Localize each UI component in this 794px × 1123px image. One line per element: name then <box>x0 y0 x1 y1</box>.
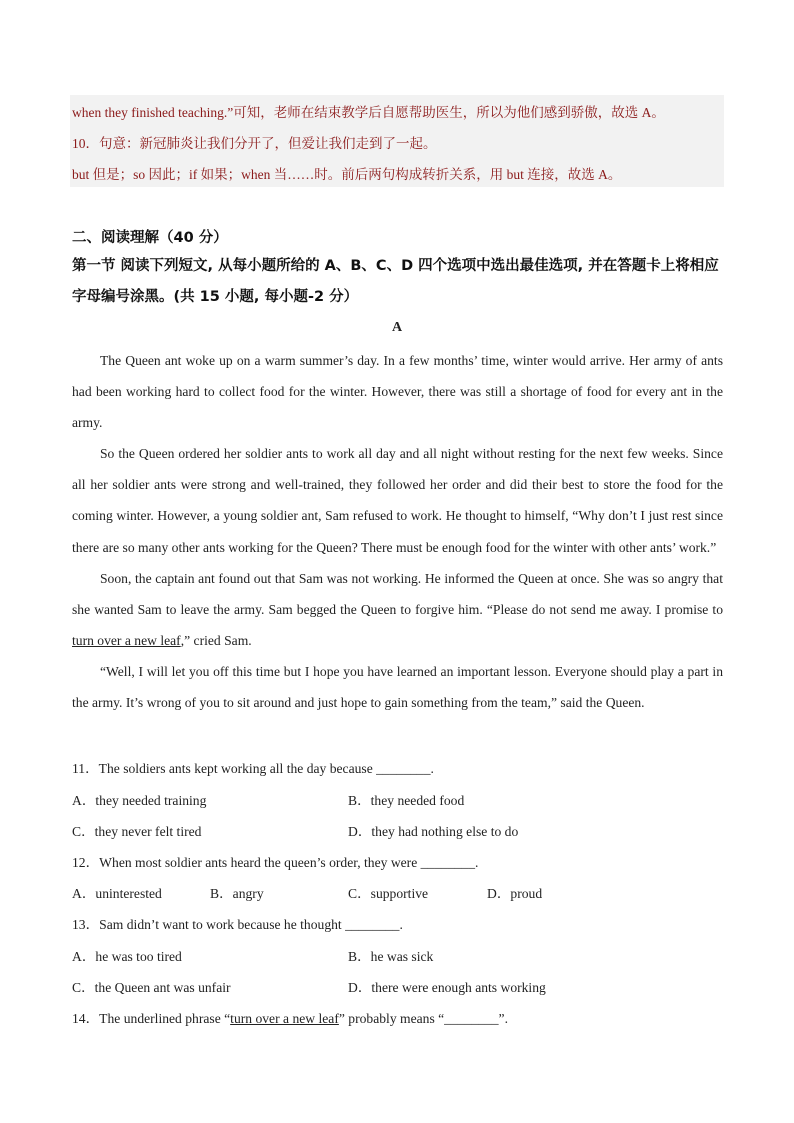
q14-stem-end: ” probably means “________”. <box>338 1011 508 1026</box>
q12-option-b: B．angry <box>210 886 264 901</box>
question-12: 12．When most soldier ants heard the queen’s order, they were ________. <box>72 855 479 870</box>
q11-option-a: A．they needed training <box>72 793 207 808</box>
q13-option-d: D．there were enough ants working <box>348 980 546 995</box>
passage-paragraph-4: “Well, I will let you off this time but I hope you have learned an important lesson. Everyone should play a part in the army. It’s wrong of you to sit around and just hope to gain something from the team,” said the Queen. <box>72 663 723 711</box>
section-instructions: 第一节 阅读下列短文, 从每小题所给的 A、B、C、D 四个选项中选出最佳选项, 并在答题卡上将相应字母编号涂黑。(共 15 小题, 每小题-2 分） <box>72 258 719 305</box>
paragraph-3-end: ,” cried Sam. <box>180 632 252 648</box>
q13-option-a: A．he was too tired <box>72 949 182 964</box>
reading-passage <box>72 345 723 718</box>
passage-paragraph-1: The Queen ant woke up on a warm summer’s day. In a few months’ time, winter would arrive. Her army of ants had been working hard to collect food for the winter. However, there was still a shortage of food for every ant in the army. <box>72 353 723 431</box>
q12-option-a: A．uninterested <box>72 886 162 901</box>
paragraph-3-text: Soon, the captain ant found out that Sam was not working. He informed the Queen at once. She was so angry that she wanted Sam to leave the army. Sam begged the Queen to forgive him. “Please do not send me away. I promise to <box>72 570 723 617</box>
underlined-phrase: turn over a new leaf <box>72 632 181 648</box>
section-title: 二、阅读理解（40 分） <box>72 230 228 246</box>
question-11: 11．The soldiers ants kept working all the day because ________. <box>72 761 434 776</box>
passage-paragraph-2: So the Queen ordered her soldier ants to work all day and all night without resting for the next few weeks. Since all her soldier ants were strong and well-trained, they followed her order and did their best to store the food for the coming winter. However, a young soldier ant, Sam refused to work. He thought to himself, “Why don’t I just rest since there are so many other ants working for the Queen? There must be enough food for the winter with other ants’ work.” <box>72 446 723 555</box>
q11-option-b: B．they needed food <box>348 793 465 808</box>
question-13: 13．Sam didn’t want to work because he thought ________. <box>72 917 403 932</box>
passage-title: A <box>391 320 403 335</box>
q11-option-c: C．they never felt tired <box>72 824 202 839</box>
q12-option-c: C．supportive <box>348 886 429 901</box>
answer-note-2: 10．句意：新冠肺炎让我们分开了，但爱让我们走到了一起。 <box>72 136 437 151</box>
q14-stem-start: 14．The underlined phrase “ <box>72 1011 231 1026</box>
answer-note-1: when they finished teaching.”可知，老师在结束教学后自愿帮助医生，所以为他们感到骄傲，故选 A。 <box>72 105 665 120</box>
q14-underlined-phrase: turn over a new leaf <box>230 1011 339 1026</box>
q13-option-b: B．he was sick <box>348 949 434 964</box>
passage-paragraph-3 <box>72 563 723 656</box>
answer-note-3: but 但是；so 因此；if 如果；when 当……时。前后两句构成转折关系，用 but 连接，故选 A。 <box>72 167 622 182</box>
q11-option-d: D．they had nothing else to do <box>348 824 519 839</box>
question-14 <box>72 1007 508 1027</box>
q13-option-c: C．the Queen ant was unfair <box>72 980 231 995</box>
q12-option-d: D．proud <box>487 886 543 901</box>
